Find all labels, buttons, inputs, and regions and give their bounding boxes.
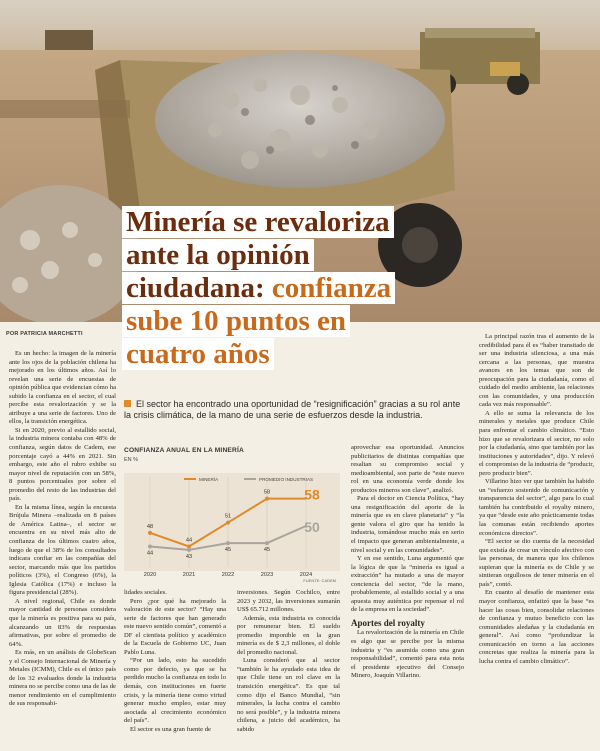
data-point (226, 521, 230, 525)
x-tick-label: 2021 (182, 572, 196, 578)
x-tick-label: 2023 (260, 572, 274, 578)
col3-paragraph: Luna consideró que al sector “también le ha ayudado esta idea de que Chile tiene un rol clave en la transición energética”. Es que tal como dijo el Banco Mundial, “sin minerales, la lucha contra el cambio no será posible”, y la industria minera chilena, a juicio del académico, ha sabido (237, 657, 340, 733)
col2-paragraph: “Por un lado, esto ha sucedido como por defecto, ya que se ha perdido mucho la confianza en todo lo demás, con instituciones en fuerte crisis, y la minería tiene como virtud generar mucho empleo, estar muy asociada al crecimiento económico del país”. (124, 657, 226, 725)
col5-paragraph: Villarino hizo ver que también ha habido un “esfuerzo sostenido de comunicación y transparencia del sector”, algo para lo cual también ha contribuido el royalty minero, ya que “desde este año prácticamente todas las comunas están recibiendo aportes económicos directos”. (479, 478, 594, 537)
confidence-chart (124, 447, 340, 587)
legend-label: MINERÍA (199, 477, 219, 482)
data-label: 44 (185, 537, 193, 544)
col5-paragraph: La principal razón tras el aumento de la credibilidad para él es “haber transitado de ser una industria silenciosa, a una más cercana a las personas, que muestra avances en los temas que son de preocupación para la ciudadanía, como el cuidado del medio ambiente, las relaciones con las comunidades, y una producción cada vez más responsable”. (479, 333, 594, 409)
data-label: 45 (263, 547, 271, 554)
data-label: 51 (224, 513, 232, 520)
data-label-final: 50 (304, 519, 320, 535)
column-2 (124, 589, 226, 747)
data-label: 58 (263, 489, 271, 496)
data-point (265, 497, 269, 501)
column-3 (237, 589, 340, 747)
col5-paragraph: “El sector se dio cuenta de la necesidad que existía de crear un vínculo afectivo con las personas, de manera que los chilenos supieran que la minería es de Chile y se sintieran orgullosos de tener minería en el país”, contó. (479, 538, 594, 588)
byline: POR PATRICIA MARCHETTI (6, 331, 83, 337)
col2-paragraph: lidades sociales. (124, 589, 167, 596)
data-label: 48 (146, 523, 154, 530)
x-tick-label: 2020 (143, 572, 157, 578)
headline-line-5: cuatro años (122, 338, 274, 370)
headline-line-2: ante la opinión (122, 239, 314, 271)
column-5 (479, 333, 594, 747)
headline-line-3-text (126, 272, 391, 304)
column-1 (9, 350, 116, 745)
col1-paragraph: En la misma línea, según la encuesta Brújula Minera –realizada en 8 países de América Latina–, el sector se encuentra en su nivel más alto de confianza de los últimos cuatro años, luego de que el 38% de los consultados indicara confiar en las compañías del sector, marcando más que los partidos políticos (3%), el Congreso (6%), la Iglesia Católica (17%) e incluso la figura presidencial (28%). (9, 503, 116, 597)
col3-paragraph: Además, esta industria es conocida por remunerar bien. El sueldo promedio imponible en la gran minería es de $ 2,3 millones, el doble del promedio nacional. (237, 614, 340, 656)
data-point (226, 541, 230, 545)
col4-paragraph: Y en ese sentido, Luna argumentó que la lógica de que la “minería es igual a extracción” ha mutado a una de mayor conciencia del sector, “de la mano, probablemente, al estallido social y a una apuesta muy auténtica por repensar el rol de la empresa en la sociedad”. (351, 555, 464, 614)
col4-paragraph: La revalorización de la minería en Chile es algo que se percibe por la misma industria y “es asumida como una gran responsabilidad”, comentó para esta nota el presidente ejecutivo del Consejo Minero, Joaquín Villarino. (351, 629, 464, 680)
col1-paragraph: Es más, en un análisis de GlobeScan y el Consejo Internacional de Minería y Metales (ICMM), Chile es el único país de los 32 evaluados donde la industria minera no se percibe como una de las de menor rendimiento en el cumplimiento de sus responsabi- (9, 649, 116, 708)
col4-paragraph: Para el doctor en Ciencia Política, “hay una resignificación del aporte de la minería que es en clave planetaria” y “la gente valora el giro que ha tenido la industria, tomándose mucho más en serio el impacto que generan ambientalmente, a nivel social y en las comunidades”. (351, 495, 464, 554)
section-heading: Aportes del royalty (351, 617, 425, 628)
data-label: 44 (146, 550, 154, 557)
headline-line-1: Minería se revaloriza (122, 206, 394, 238)
lead-paragraph (124, 399, 464, 421)
col2-paragraph: El sector es una gran fuente de (130, 725, 211, 733)
lead-text: El sector ha encontrado una oportunidad de “resignificación” gracias a su rol ante la crisis climática, de la mano de una serie de esfuerzos desde la industria. (124, 399, 461, 420)
col4-paragraph: aprovechar esa oportunidad. Anuncios publicitarios de distintas compañías que resaltan su compromiso social y medioambiental, son parte de “este nuevo rol en una economía verde donde los productos mineros son clave”, analizó. (351, 444, 464, 494)
chart-plot (124, 459, 340, 584)
data-point (187, 545, 191, 549)
col2-paragraph: Pero ¿por qué ha mejorado la valoración de este sector? “Hay una serie de factores que han generado este nuevo sentido común”, comentó a DF el cientista político y académico de la Escuela de Gobierno UC, Juan Pablo Luna. (124, 597, 226, 656)
data-point (148, 531, 152, 535)
x-tick-label: 2022 (221, 572, 235, 578)
legend-label: PROMEDIO INDUSTRIAS (259, 477, 314, 482)
headline-line-4: sube 10 puntos en (122, 305, 350, 337)
headline (122, 206, 462, 371)
col3-paragraph: inversiones. Según Cochilco, entre 2023 y 2032, las inversiones sumarán US$ 65.712 millones. (237, 589, 340, 614)
bullet-icon (124, 400, 131, 407)
headline-accent-word: confianza (271, 272, 392, 304)
col1-paragraph: Es un hecho: la imagen de la minería ante los ojos de la población chilena ha mejorado en los últimos años. Así lo revelan una serie de encuestas de opinión pública que evidencian cómo ha subido la confianza en el sector, el cual percibe esta revalorización y se la atribuye a una serie de factores. Uno de ellos, la transición energética. (9, 350, 116, 426)
col1-paragraph: Si en 2020, previo al estallido social, la industria minera contaba con 48% de confianza, según datos de Cadem, ese porcentaje cayó a 44% en 2021. Sin embargo, este año el rubro exhibe su mayor nivel de reputación con un 58%, 8 puntos porcentuales por sobre el promedio del resto de las industrias del país. (9, 426, 116, 503)
column-4 (351, 444, 464, 747)
data-point (148, 545, 152, 549)
headline-line-3 (122, 272, 395, 304)
data-label-final: 58 (304, 486, 320, 503)
chart-unit: EN % (124, 457, 139, 463)
chart-source: FUENTE: CADEM (303, 578, 336, 583)
x-tick-label: 2024 (299, 572, 313, 578)
headline-line-3-part: ciudadana: (126, 272, 272, 304)
col5-paragraph: En cuanto al desafío de mantener esta mayor confianza, enfatizó que la base “es hacer las cosas bien, consolidar relaciones de confianza y mutuo beneficio con las comunidades aledañas y la ciudadanía en general”. Así como “profundizar la comunicación en torno a las acciones concretas que realiza la minería para la lucha contra el cambio climático”. (479, 589, 594, 665)
data-label: 45 (224, 547, 232, 554)
data-point (265, 541, 269, 545)
col5-paragraph: A ello se suma la relevancia de los minerales y metales que produce Chile para enfrentar el cambio climático. “Esto hizo que se revalorizara el sector, no solo por la ciudadanía, sino que también por las instituciones y autoridades”, dijo. Y relevó el compromiso de la industria de “producir, pero producir bien”. (479, 409, 594, 477)
chart-title: CONFIANZA ANUAL EN LA MINERÍA (124, 447, 244, 454)
col1-paragraph: A nivel regional, Chile es donde mayor cantidad de personas considera que la minería es positiva para su país, alcanzando un 83% de respuestas afirmativas, por sobre el promedio de 64%. (9, 597, 116, 648)
data-label: 43 (185, 553, 193, 560)
data-point (187, 548, 191, 552)
